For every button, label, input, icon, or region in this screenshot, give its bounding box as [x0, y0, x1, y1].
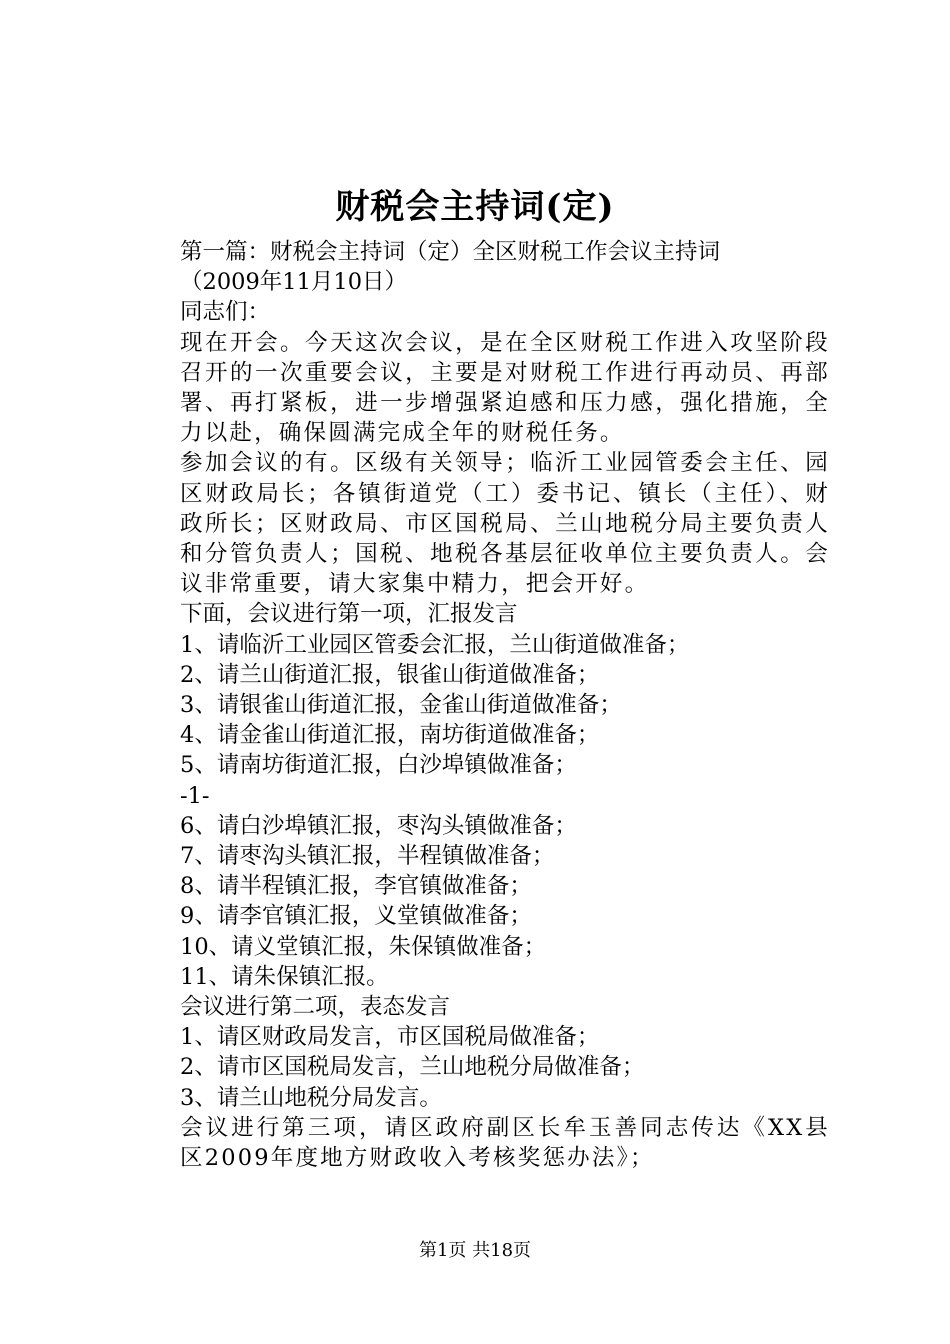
paragraph-heading: 第一篇：财税会主持词（定）全区财税工作会议主持词	[180, 239, 721, 265]
list-item: 3、请兰山地税分局发言。	[180, 1084, 442, 1111]
list-item: 2、请市区国税局发言，兰山地税分局做准备；	[180, 1054, 645, 1081]
list-item: 1、请临沂工业园区管委会汇报，兰山街道做准备；	[180, 631, 690, 658]
page-marker: -1-	[180, 782, 210, 809]
list-item: 5、请南坊街道汇报，白沙埠镇做准备；	[180, 752, 577, 779]
page-footer: 第1页 共18页	[418, 1240, 532, 1261]
paragraph-item-three: 会议进行第三项，请区政府副区长牟玉善同志传达《XX县区2009年度地方财政收入考核奖惩办法》；	[180, 1114, 830, 1172]
paragraph-date: （2009年11月10日）	[180, 269, 408, 296]
paragraph-item-one: 下面，会议进行第一项，汇报发言	[180, 601, 518, 628]
list-item: 4、请金雀山街道汇报，南坊街道做准备；	[180, 722, 600, 749]
paragraph-salutation: 同志们：	[180, 299, 271, 326]
paragraph-attendees: 参加会议的有。区级有关领导；临沂工业园管委会主任、园区财政局长；各镇街道党（工）委书记、镇长（主任）、财政所长；区财政局、市区国税局、兰山地税分局主要负责人和分管负责人；国税、地税各基层征收单位主要负责人。会议非常重要，请大家集中精力，把会开好。	[180, 450, 830, 598]
paragraph-item-two: 会议进行第二项，表态发言	[180, 994, 451, 1021]
list-item: 6、请白沙埠镇汇报，枣沟头镇做准备；	[180, 812, 577, 839]
list-item: 1、请区财政局发言，市区国税局做准备；	[180, 1024, 600, 1051]
list-item: 11、请朱保镇汇报。	[180, 963, 389, 990]
list-item: 7、请枣沟头镇汇报，半程镇做准备；	[180, 843, 555, 870]
list-item: 3、请银雀山街道汇报，金雀山街道做准备；	[180, 692, 622, 719]
list-item: 9、请李官镇汇报，义堂镇做准备；	[180, 903, 532, 930]
list-item: 8、请半程镇汇报，李官镇做准备；	[180, 873, 532, 900]
paragraph-opening: 现在开会。今天这次会议，是在全区财税工作进入攻坚阶段召开的一次重要会议，主要是对财税工作进行再动员、再部署、再打紧板，进一步增强紧迫感和压力感，强化措施，全力以赴，确保圆满完成全年的财税任务。	[180, 329, 830, 447]
list-item: 10、请义堂镇汇报，朱保镇做准备；	[180, 933, 547, 960]
document-title: 财税会主持词(定)	[335, 187, 615, 227]
document-body	[130, 237, 830, 1173]
list-item: 2、请兰山街道汇报，银雀山街道做准备；	[180, 661, 600, 688]
